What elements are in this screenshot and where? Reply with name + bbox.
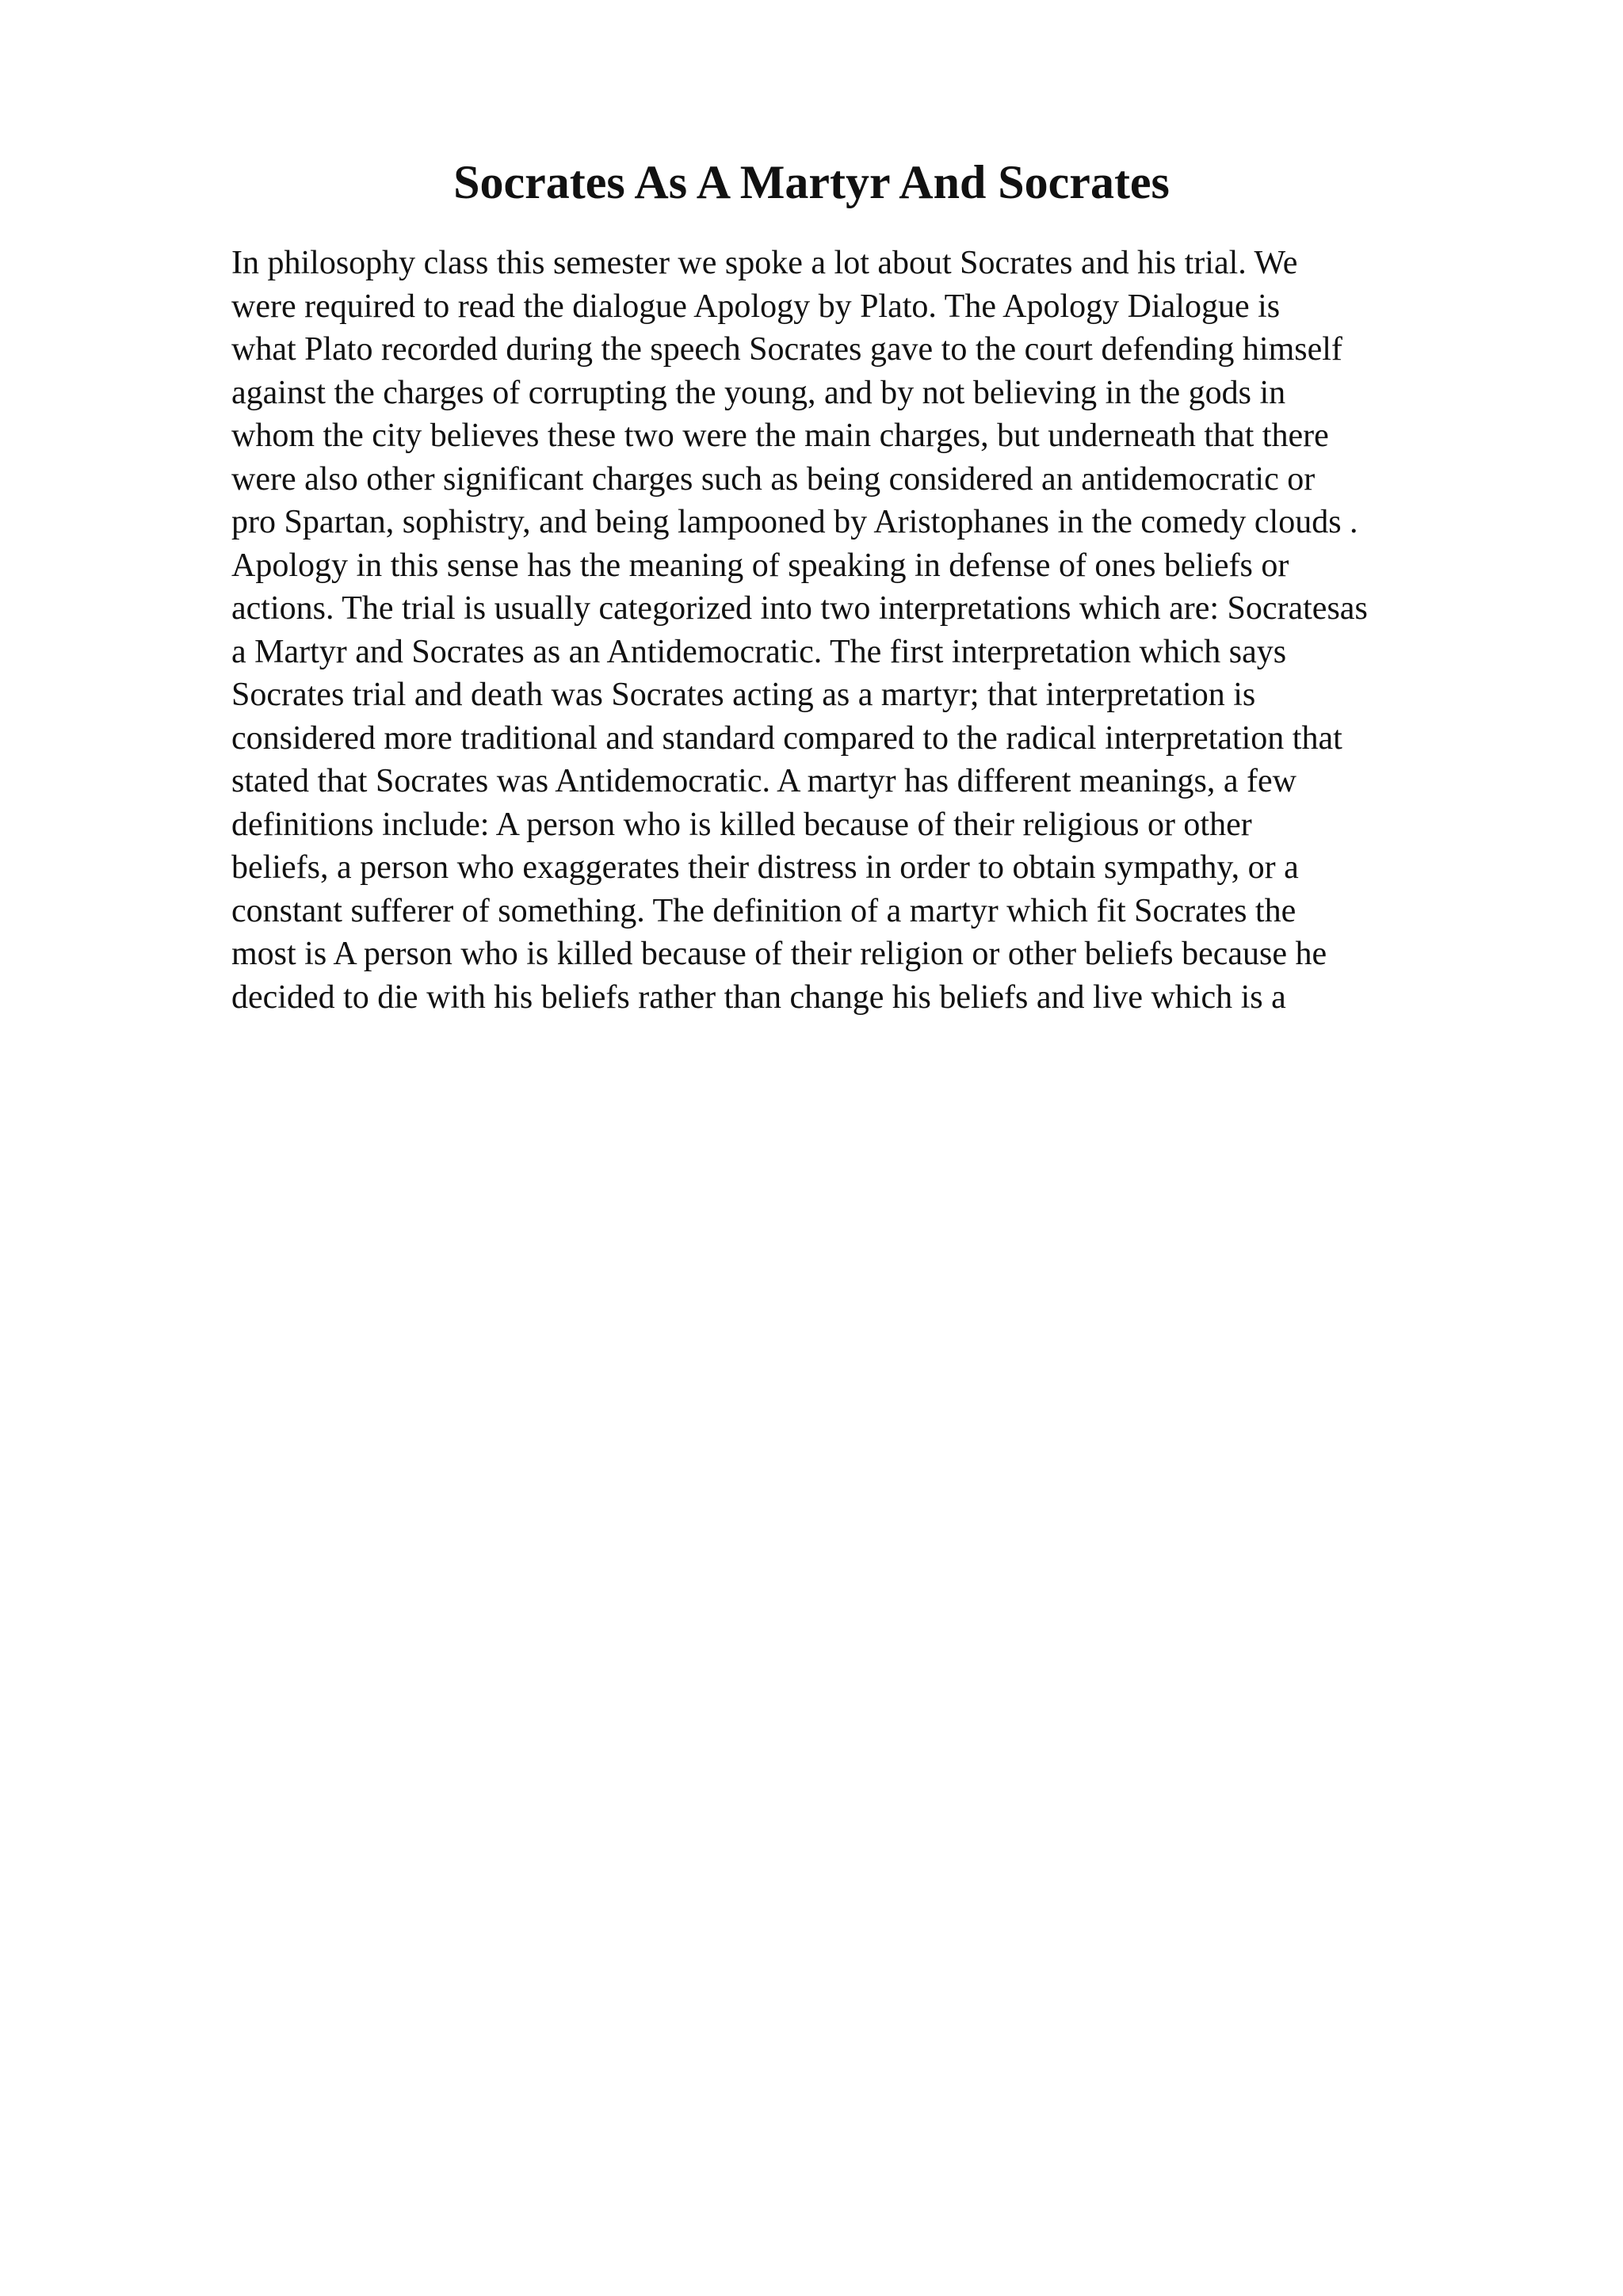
text-line: a Martyr and Socrates as an Antidemocratic. The first interpretation which says — [231, 633, 1287, 670]
text-line: stated that Socrates was Antidemocratic. A martyr has different meanings, a few — [231, 763, 1296, 799]
text-line: were required to read the dialogue Apology by Plato. The Apology Dialogue is — [231, 288, 1281, 325]
text-line: Apology in this sense has the meaning of speaking in defense of ones beliefs or — [231, 547, 1289, 584]
text-line: beliefs, a person who exaggerates their distress in order to obtain sympathy, or a — [231, 849, 1299, 886]
text-line: were also other significant charges such as being considered an antidemocratic or — [231, 460, 1316, 498]
text-line: pro Spartan, sophistry, and being lampooned by Aristophanes in the comedy clouds . — [231, 504, 1358, 540]
text-line: most is A person who is killed because of their religion or other beliefs because he — [231, 936, 1327, 972]
text-line: In philosophy class this semester we spoke a lot about Socrates and his trial. We — [231, 245, 1298, 281]
text-line: what Plato recorded during the speech Socrates gave to the court defending himself — [231, 331, 1342, 368]
text-line: whom the city believes these two were the main charges, but underneath that there — [231, 418, 1329, 454]
text-line: against the charges of corrupting the young, and by not believing in the gods in — [231, 374, 1286, 411]
text-line: considered more traditional and standard compared to the radical interpretation that — [231, 719, 1342, 757]
text-line: definitions include: A person who is killed because of their religious or other — [231, 806, 1252, 843]
text-line: Socrates trial and death was Socrates acting as a martyr; that interpretation is — [231, 677, 1256, 713]
text-line: constant sufferer of something. The definition of a martyr which fit Socrates the — [231, 892, 1296, 929]
document-title: Socrates As A Martyr And Socrates — [453, 156, 1170, 208]
text-line: decided to die with his beliefs rather than change his beliefs and live which is a — [231, 978, 1286, 1016]
text-line: actions. The trial is usually categorized into two interpretations which are: Socratesas — [231, 590, 1368, 627]
document-body — [231, 242, 1499, 1019]
